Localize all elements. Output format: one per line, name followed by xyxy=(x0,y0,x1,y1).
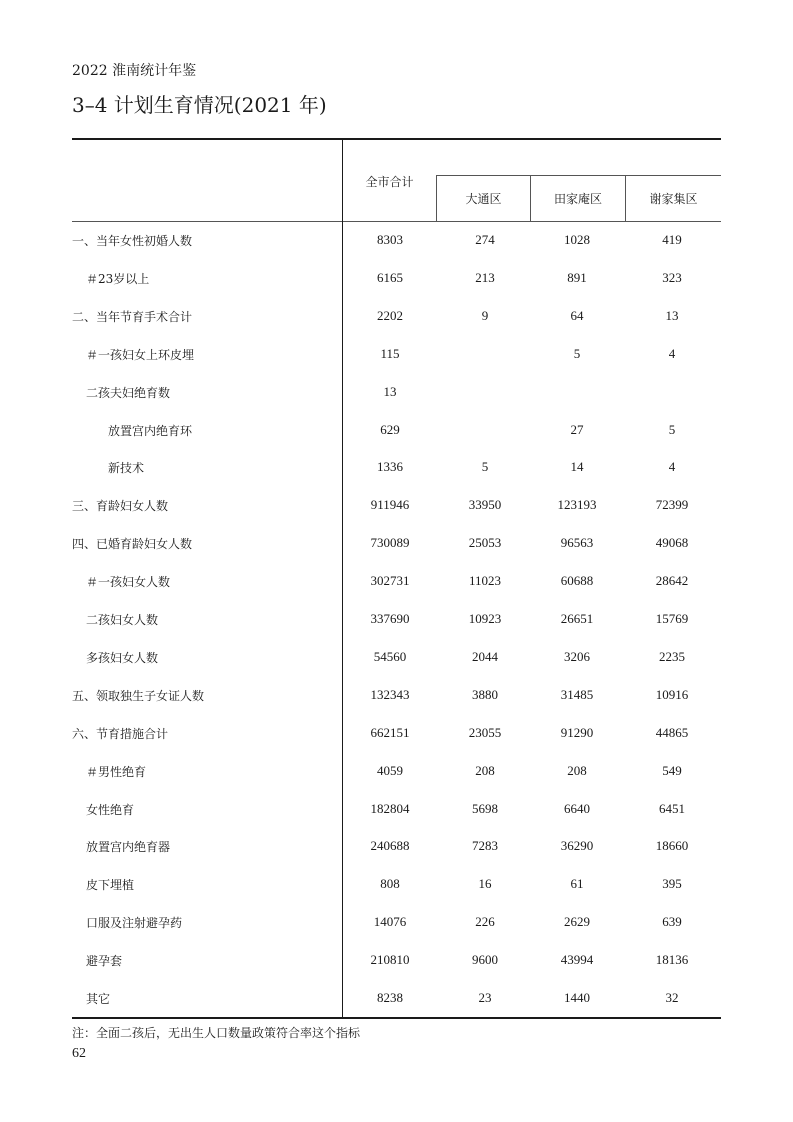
cell-district: 2629 xyxy=(564,914,590,930)
row-label: 二孩妇女人数 xyxy=(86,613,159,627)
cell-district: 3206 xyxy=(564,648,590,664)
cell-district: 61 xyxy=(570,876,584,892)
cell-district: 208 xyxy=(567,762,587,778)
cell-district: 28642 xyxy=(655,573,689,589)
cell-district: 13 xyxy=(665,307,679,323)
cell-total: 14076 xyxy=(373,914,407,930)
cell-district: 226 xyxy=(475,914,495,930)
table-top-rule xyxy=(72,138,721,140)
table-row xyxy=(72,497,721,517)
cell-total: 730089 xyxy=(370,535,410,551)
row-label: 女性绝育 xyxy=(86,802,135,817)
cell-district: 60688 xyxy=(560,573,594,589)
cell-total: 4059 xyxy=(377,762,403,778)
cell-district: 323 xyxy=(662,269,682,285)
row-label: 三、育龄妇女人数 xyxy=(72,499,169,514)
cell-district: 96563 xyxy=(560,535,594,551)
cell-district: 4 xyxy=(668,459,676,475)
cell-total: 911946 xyxy=(370,497,410,513)
cell-district: 5 xyxy=(573,345,581,361)
table-row xyxy=(72,611,721,631)
cell-total: 210810 xyxy=(370,952,410,968)
table-row xyxy=(72,838,721,858)
cell-total: 115 xyxy=(380,345,400,361)
table-row xyxy=(72,990,721,1010)
table-row xyxy=(72,801,721,821)
cell-district: 14 xyxy=(570,459,584,475)
cell-district: 5 xyxy=(481,459,489,475)
row-label: 其它 xyxy=(86,992,111,1006)
cell-district: 395 xyxy=(662,876,682,892)
table-row xyxy=(72,232,721,252)
column-header-total: 全市合计 xyxy=(365,175,414,189)
cell-district: 18136 xyxy=(655,952,689,968)
cell-total: 182804 xyxy=(370,800,410,816)
page-number: 62 xyxy=(72,1046,86,1061)
row-label: 五、领取独生子女证人数 xyxy=(72,688,205,703)
row-label: 放置宫内绝育器 xyxy=(86,840,171,855)
cell-total: 629 xyxy=(380,421,400,437)
table-row xyxy=(72,725,721,745)
cell-district: 10923 xyxy=(468,611,502,626)
cell-district: 2235 xyxy=(659,648,685,664)
cell-district: 5 xyxy=(668,421,676,437)
cell-total: 132343 xyxy=(370,686,410,702)
cell-district: 23 xyxy=(478,990,492,1005)
cell-district: 1028 xyxy=(564,232,590,247)
cell-district: 27 xyxy=(570,421,584,437)
row-label: 放置宫内绝育环 xyxy=(108,423,193,438)
table-row xyxy=(72,535,721,555)
book-title: 2022 淮南统计年鉴 xyxy=(72,63,197,79)
row-label: ＃23岁以上 xyxy=(86,271,150,286)
column-header-district: 田家庵区 xyxy=(553,192,602,206)
row-label: ＃一孩妇女人数 xyxy=(86,575,171,590)
cell-district: 26651 xyxy=(560,611,594,626)
row-label: 一、当年女性初婚人数 xyxy=(72,234,193,248)
cell-total: 337690 xyxy=(370,611,410,626)
cell-district: 639 xyxy=(662,914,682,930)
cell-district: 7283 xyxy=(472,838,498,854)
cell-district: 31485 xyxy=(560,686,594,702)
cell-district: 23055 xyxy=(468,724,502,740)
cell-district: 9600 xyxy=(472,952,498,968)
row-label: 二孩夫妇绝育数 xyxy=(86,385,171,400)
cell-district: 18660 xyxy=(655,838,689,854)
column-header-district: 谢家集区 xyxy=(649,192,698,206)
cell-district: 274 xyxy=(475,232,495,247)
cell-district: 15769 xyxy=(655,611,689,626)
row-label: 六、节育措施合计 xyxy=(72,726,169,741)
cell-total: 1336 xyxy=(377,459,403,475)
cell-district: 123193 xyxy=(557,497,597,513)
row-label: 皮下埋植 xyxy=(86,878,135,893)
cell-total: 6165 xyxy=(377,269,403,285)
row-label: 避孕套 xyxy=(86,954,123,969)
cell-total: 13 xyxy=(383,383,397,399)
cell-district: 891 xyxy=(567,269,587,285)
cell-total: 662151 xyxy=(370,724,410,740)
cell-district: 6451 xyxy=(659,800,685,816)
cell-total: 2202 xyxy=(377,307,403,323)
cell-district: 44865 xyxy=(655,724,689,740)
cell-district: 64 xyxy=(570,307,584,323)
cell-district: 49068 xyxy=(655,535,689,551)
cell-district: 32 xyxy=(665,990,679,1005)
district-header-rule xyxy=(436,175,721,176)
cell-total: 302731 xyxy=(370,573,410,589)
table-row xyxy=(72,876,721,896)
row-label: 新技术 xyxy=(108,461,145,476)
table-row xyxy=(72,573,721,593)
cell-district: 11023 xyxy=(468,573,502,589)
cell-district: 5698 xyxy=(472,800,498,816)
table-row xyxy=(72,384,721,404)
cell-district: 16 xyxy=(478,876,492,892)
footnote: 注：全面二孩后，无出生人口数量政策符合率这个指标 xyxy=(72,1026,361,1040)
table-title: 3–4 计划生育情况(2021 年) xyxy=(72,93,327,117)
table-row xyxy=(72,952,721,972)
table-row xyxy=(72,270,721,290)
cell-district: 2044 xyxy=(472,648,498,664)
cell-district: 419 xyxy=(662,232,682,247)
cell-district: 208 xyxy=(475,762,495,778)
table-row xyxy=(72,459,721,479)
row-label: 多孩妇女人数 xyxy=(86,650,159,665)
table-row xyxy=(72,914,721,934)
cell-district: 549 xyxy=(662,762,682,778)
cell-district: 1440 xyxy=(564,990,590,1005)
table-row xyxy=(72,687,721,707)
cell-district: 72399 xyxy=(655,497,689,513)
cell-district: 25053 xyxy=(468,535,502,551)
row-label: 口服及注射避孕药 xyxy=(86,916,183,931)
table-row xyxy=(72,649,721,669)
row-label: 四、已婚育龄妇女人数 xyxy=(72,537,193,552)
table-row xyxy=(72,422,721,442)
cell-district: 10916 xyxy=(655,686,689,702)
table-row xyxy=(72,346,721,366)
header-bottom-rule xyxy=(72,221,721,222)
cell-district: 213 xyxy=(475,269,495,285)
table-row xyxy=(72,763,721,783)
cell-total: 54560 xyxy=(373,648,407,664)
table-row xyxy=(72,308,721,328)
cell-total: 8238 xyxy=(377,990,403,1005)
cell-total: 808 xyxy=(380,876,400,892)
cell-district: 9 xyxy=(481,307,489,323)
table-bottom-rule xyxy=(72,1017,721,1019)
cell-total: 8303 xyxy=(377,232,403,247)
column-header-district: 大通区 xyxy=(465,192,502,206)
row-label: 二、当年节育手术合计 xyxy=(72,309,193,324)
cell-district: 33950 xyxy=(468,497,502,513)
row-label: ＃男性绝育 xyxy=(86,764,147,779)
cell-district: 91290 xyxy=(560,724,594,740)
cell-district: 6640 xyxy=(564,800,590,816)
cell-total: 240688 xyxy=(370,838,410,854)
cell-district: 43994 xyxy=(560,952,594,968)
row-label: ＃一孩妇女上环皮埋 xyxy=(86,347,195,362)
cell-district: 3880 xyxy=(472,686,498,702)
cell-district: 36290 xyxy=(560,838,594,854)
cell-district: 4 xyxy=(668,345,676,361)
